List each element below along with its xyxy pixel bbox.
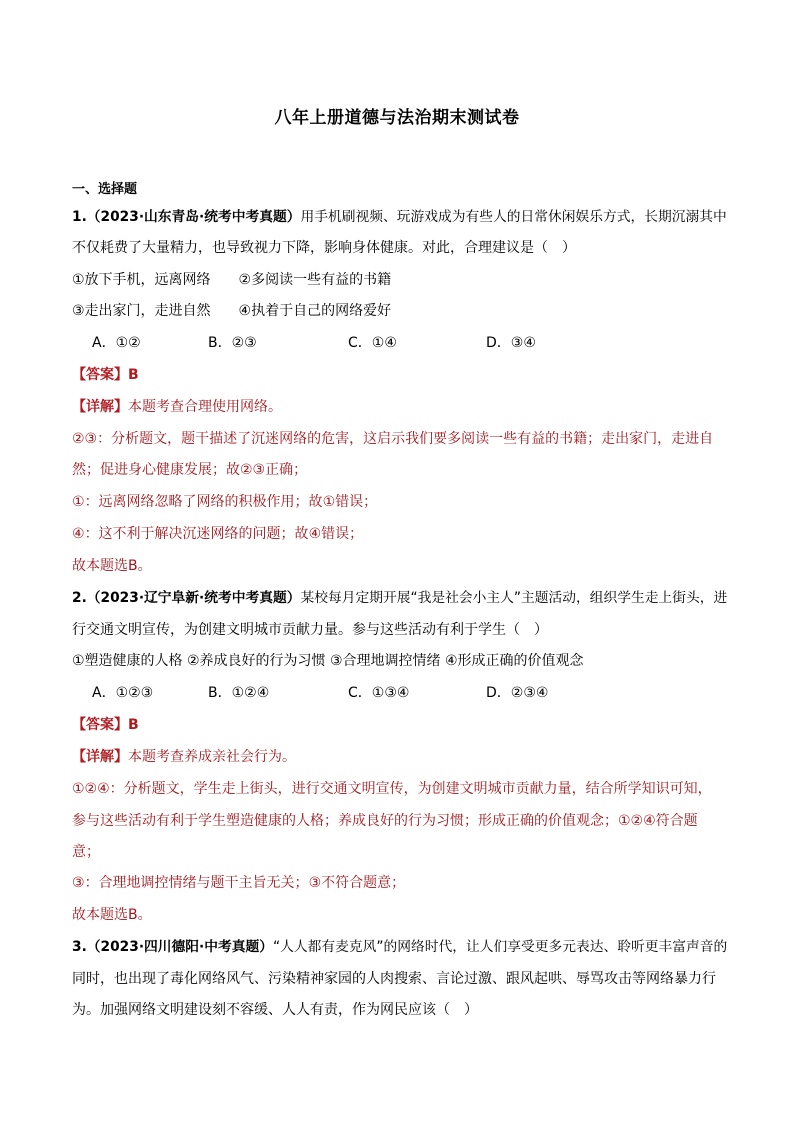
- q1-items-line1: ①放下手机，远离网络 ②多阅读一些有益的书籍: [72, 272, 392, 288]
- q1-stem-line2: 不仅耗费了大量精力，也导致视力下降，影响身体健康。对此，合理建议是（ ）: [72, 240, 576, 256]
- q2-analysis-line4: ③：合理地调控情绪与题干主旨无关；③不符合题意；: [72, 875, 406, 891]
- q1-option-a: A．①②: [92, 335, 141, 351]
- q1-analysis-line2: 然；促进身心健康发展；故②③正确；: [72, 462, 308, 478]
- q2-stem-line2: 行交通文明宣传，为创建文明城市贡献力量。参与这些活动有利于学生（ ）: [72, 622, 548, 638]
- q2-answer: 【答案】B: [72, 717, 139, 733]
- document-title: 八年上册道德与法治期末测试卷: [274, 108, 520, 128]
- q2-items-line1: ①塑造健康的人格 ②养成良好的行为习惯 ③合理地调控情绪 ④形成正确的价值观念: [72, 653, 584, 669]
- q2-detail: 【详解】本题考查养成亲社会行为。: [72, 749, 296, 765]
- q2-analysis-line1: ①②④：分析题文，学生走上街头，进行交通文明宣传，为创建文明城市贡献力量，结合所学知识可知，: [72, 781, 712, 797]
- q3-stem-line1: 3.（2023·四川德阳·中考真题）“人人都有麦克风”的网络时代，让人们享受更多元表达、聆听更丰富声音的: [72, 939, 728, 955]
- q2-option-d: D．②③④: [486, 685, 549, 701]
- q1-items-line2: ③走出家门，走进自然 ④执着于自己的网络爱好: [72, 303, 392, 319]
- q1-detail: 【详解】本题考查合理使用网络。: [72, 399, 282, 415]
- q1-stem-line1: 1.（2023·山东青岛·统考中考真题）用手机刷视频、玩游戏成为有些人的日常休闲娱乐方式，长期沉溺其中: [72, 209, 727, 225]
- q3-stem-line3: 为。加强网络文明建设刻不容缓、人人有责，作为网民应该（ ）: [72, 1002, 478, 1018]
- q1-analysis-line4: ④：这不利于解决沉迷网络的问题；故④错误；: [72, 526, 364, 542]
- section-heading: 一、选择题: [72, 182, 138, 197]
- q3-source: （2023·四川德阳·中考真题）: [86, 939, 274, 955]
- q1-analysis-line3: ①：远离网络忽略了网络的积极作用；故①错误；: [72, 494, 378, 510]
- q1-number: 1.: [72, 209, 87, 225]
- q3-stem-line2: 同时，也出现了毒化网络风气、污染精神家园的人肉搜索、言论过激、跟风起哄、辱骂攻击等网络暴力行: [72, 971, 716, 987]
- q2-source: （2023·辽宁阜新·统考中考真题）: [86, 590, 301, 606]
- q1-answer: 【答案】B: [72, 367, 139, 383]
- q2-number: 2.: [72, 590, 87, 606]
- q2-option-c: C．①③④: [348, 685, 410, 701]
- q2-option-b: B．①②④: [208, 685, 270, 701]
- q2-conclusion: 故本题选B。: [72, 907, 152, 923]
- q1-conclusion: 故本题选B。: [72, 558, 152, 574]
- q1-option-d: D．③④: [486, 335, 536, 351]
- q2-analysis-line3: 意；: [72, 844, 100, 860]
- q1-source: （2023·山东青岛·统考中考真题）: [86, 209, 301, 225]
- q1-option-b: B．②③: [208, 335, 257, 351]
- q1-analysis-line1: ②③：分析题文，题干描述了沉迷网络的危害，这启示我们要多阅读一些有益的书籍；走出家门，走进自: [72, 431, 714, 447]
- q2-stem-line1: 2.（2023·辽宁阜新·统考中考真题）某校每月定期开展“我是社会小主人”主题活动，组织学生走上街头，进: [72, 590, 728, 606]
- q2-option-a: A．①②③: [92, 685, 154, 701]
- q1-option-c: C．①④: [348, 335, 397, 351]
- q2-analysis-line2: 参与这些活动有利于学生塑造健康的人格；养成良好的行为习惯；形成正确的价值观念；①②④符合题: [72, 813, 698, 829]
- q3-number: 3.: [72, 939, 87, 955]
